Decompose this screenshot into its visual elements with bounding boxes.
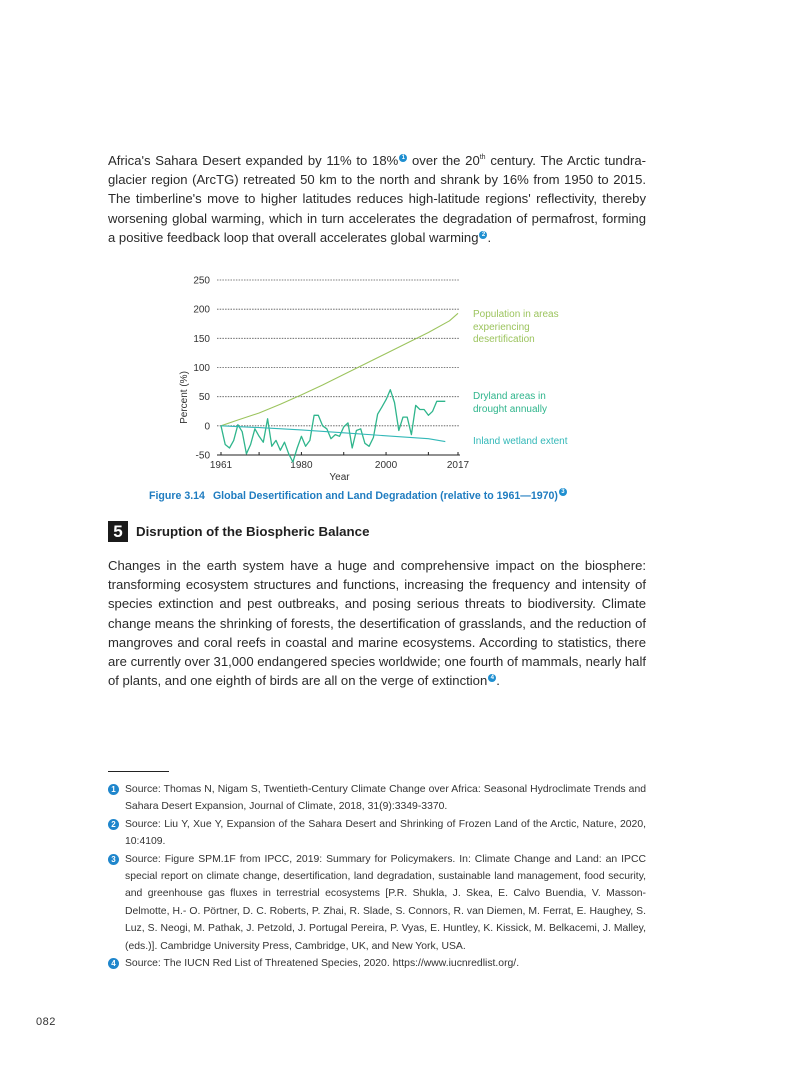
section-number: 5: [108, 521, 128, 542]
desertification-chart: [170, 265, 600, 485]
footnote-2: [108, 816, 646, 851]
x-tick-label: 1961: [209, 460, 233, 471]
footnote-text: Source: Figure SPM.1F from IPCC, 2019: Summary for Policymakers. In: Climate Change and Land: an IPCC special report on climate change, desertification, land degradation, sustainable land management, food security, and greenhouse gas fluxes in terrestrial ecosystems [P.R. Shukla, J. Skea, E. Calvo Buendia, V. Masson-Delmotte, H.- O. Pörtner, D. C. Roberts, P. Zhai, R. Slade, S. Connors, R. van Diemen, M. Ferrat, E. Haughey, S. Luz, S. Neogi, M. Pathak, J. Petzold, J. Portugal Pereira, P. Vyas, E. Huntley, K. Kissick, M. Belkacemi, J. Malley, (eds.)]. Cambridge University Press, Cambridge, UK, and New York, USA.: [125, 853, 646, 952]
page-number: 082: [36, 1016, 56, 1028]
footnote-4: [108, 955, 646, 972]
legend-population-line-2: experiencing: [473, 321, 530, 333]
figure-caption: [149, 488, 567, 502]
footnote-ref-1[interactable]: 1: [399, 154, 407, 162]
y-tick-label: 100: [193, 363, 210, 374]
footnote-number-icon: 2: [108, 819, 119, 830]
biosphere-text: Changes in the earth system have a huge and comprehensive impact on the biosphere: transforming ecosystem structures and functions, increasing the frequency and intensity of species extinction and pest outbreaks, and posing serious threats to biodiversity. Climate change means the shrinking of forests, the desertification of grasslands, and the reduction of mangroves and coral reefs in coastal and marine ecosystems. According to statistics, there are currently over 31,000 endangered species worldwide; one fourth of mammals, nearly half of plants, and one eighth of birds are all on the verge of extinction: [108, 558, 646, 689]
legend-wetland: Inland wetland extent: [473, 436, 568, 447]
figure-number: Figure 3.14: [149, 490, 205, 502]
legend-dryland-line-1: Dryland areas in: [473, 391, 546, 402]
footnotes: [108, 781, 646, 972]
y-tick-label: 250: [193, 275, 210, 287]
intro-paragraph: [108, 148, 646, 247]
legend-population: [473, 309, 559, 347]
y-tick-label: 200: [193, 304, 210, 316]
x-tick-label: 2017: [446, 460, 470, 471]
y-tick-label: 150: [193, 333, 210, 345]
footnote-text: Source: Thomas N, Nigam S, Twentieth-Century Climate Change over Africa: Seasonal Hydroclimate Trends and Sahara Desert Expansion, Journal of Climate, 2018, 31(9):3349-3370.: [125, 784, 646, 813]
y-tick-label: 50: [198, 392, 210, 404]
legend-dryland: [473, 391, 547, 416]
superscript-th: th: [479, 154, 486, 161]
y-tick-label: 0: [204, 421, 210, 433]
footnote-text[interactable]: Source: The IUCN Red List of Threatened Species, 2020. https://www.iucnredlist.org/.: [125, 958, 520, 970]
footnote-1: [108, 781, 646, 816]
footnote-number-icon: 3: [108, 854, 119, 865]
section-heading: [108, 520, 369, 542]
chart-plot: [170, 265, 600, 485]
figure-title: Global Desertification and Land Degradation (relative to 1961—1970): [212, 490, 558, 502]
footnote-number-icon: 1: [108, 784, 119, 795]
section-title: Disruption of the Biospheric Balance: [136, 523, 370, 539]
x-tick-label: 2000: [374, 460, 398, 471]
footnote-text: Source: Liu Y, Xue Y, Expansion of the Sahara Desert and Shrinking of Frozen Land of the Arctic, Nature, 2020, 10:4109.: [125, 818, 646, 848]
footnote-3: [108, 851, 646, 955]
intro-text-2: over the 20: [407, 153, 480, 168]
y-tick-label: -50: [195, 450, 210, 462]
intro-text-1: Africa's Sahara Desert expanded by 11% to 18%: [108, 153, 399, 168]
legend-dryland-line-2: drought annually: [473, 403, 547, 415]
x-tick-label: 1980: [290, 460, 313, 471]
footnote-ref-3[interactable]: 3: [559, 488, 567, 496]
y-axis-label: Percent (%): [179, 371, 190, 424]
footnote-divider: [108, 771, 169, 772]
x-axis-label: Year: [329, 472, 350, 483]
intro-text-3: century. The Arctic tundra-glacier region (ArcTG) retreated 50 km to the north and shrank by 16% from 1950 to 2015. The timberline's move to higher latitudes reduces high-latitude regions' reflectivity, thereby worsening global warming, which in turn accelerates the degradation of permafrost, forming a positive feedback loop that overall accelerates global warming: [108, 153, 646, 245]
footnote-number-icon: 4: [108, 958, 119, 969]
legend-population-line-1: Population in areas: [473, 309, 559, 320]
biosphere-paragraph: [108, 556, 646, 690]
biosphere-text-end: .: [496, 673, 500, 689]
intro-text-4: .: [487, 229, 492, 245]
legend-population-line-3: desertification: [473, 334, 535, 345]
footnote-ref-2[interactable]: 2: [479, 231, 487, 239]
footnote-ref-4[interactable]: 4: [488, 674, 496, 682]
